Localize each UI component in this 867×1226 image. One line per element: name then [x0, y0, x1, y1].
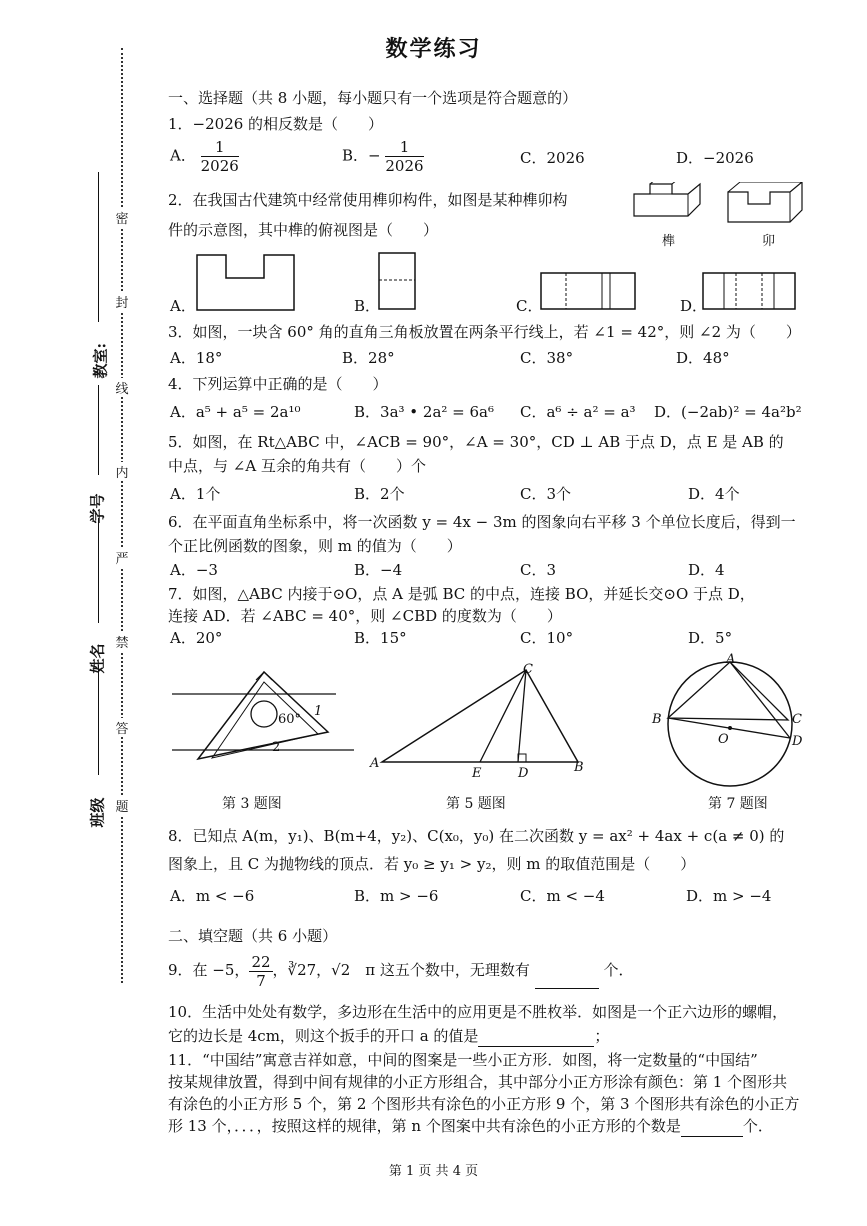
binding-dotted-line	[121, 48, 123, 983]
q6-option-d[interactable]: D．4	[688, 561, 725, 579]
fig5-point-e: E	[472, 766, 482, 781]
question-11-line1: 11．“中国结”寓意吉祥如意，中间的图案是一些小正方形．如图，将一定数量的“中国结”	[168, 1051, 758, 1069]
q4-option-b[interactable]: B．3a³ • 2a² = 6a⁶	[354, 403, 495, 421]
q8-option-b[interactable]: B．m > −6	[354, 887, 439, 905]
q11-text: 形 13 个，．．．，按照这样的规律，第 n 个图案中共有涂色的小正方形的个数是	[168, 1117, 681, 1135]
angle-60-label: 60°	[278, 712, 302, 727]
q6-option-a[interactable]: A．−3	[170, 561, 218, 579]
seal-char: 密	[113, 208, 131, 227]
figure-3	[168, 664, 368, 774]
angle-2-label: 2	[272, 740, 281, 755]
q1-option-b[interactable]	[342, 138, 424, 175]
q8-option-d[interactable]: D．m > −4	[686, 887, 772, 905]
q4-option-c[interactable]: C．a⁶ ÷ a² = a³	[520, 403, 636, 421]
q9-suffix: ，∛27，√2 π 这五个数中，无理数有	[272, 961, 530, 979]
angle-1-label: 1	[314, 704, 323, 719]
figure-5-caption: 第 5 题图	[446, 796, 506, 812]
seal-char: 内	[113, 462, 131, 481]
section-heading: 一、选择题（共 8 小题，每小题只有一个选项是符合题意的）	[168, 89, 578, 107]
q11-answer-blank[interactable]	[681, 1116, 743, 1137]
q11-end: 个．	[742, 1117, 773, 1135]
question-4-stem: 4．下列运算中正确的是（ ）	[168, 375, 388, 393]
q7-option-c[interactable]: C．10°	[520, 629, 574, 647]
fraction	[249, 953, 272, 990]
fraction	[201, 138, 239, 175]
question-11-line4	[168, 1116, 773, 1137]
fraction-numerator: 1	[201, 138, 239, 157]
fig5-point-c: C	[523, 662, 533, 677]
question-11-line2: 按某规律放置，得到中间有规律的小正方形组合，其中部分小正方形涂有颜色：第 1 个图形共	[168, 1073, 788, 1091]
figure-5	[370, 660, 600, 772]
student-no-field-line[interactable]	[98, 385, 99, 475]
classroom-field-line[interactable]	[98, 172, 99, 322]
q2-option-c-figure	[540, 272, 638, 312]
question-7-line1: 7．如图，△ABC 内接于⊙O，点 A 是弧 BC 的中点，连接 BO，并延长交⊙O 于点 D，	[168, 585, 755, 603]
figure-7	[664, 652, 804, 792]
class-field-line[interactable]	[98, 665, 99, 775]
q6-option-b[interactable]: B．−4	[354, 561, 403, 579]
q8-option-c[interactable]: C．m < −4	[520, 887, 605, 905]
q7-option-d[interactable]: D．5°	[688, 629, 733, 647]
question-9	[168, 952, 633, 990]
q3-option-b[interactable]: B．28°	[342, 349, 395, 367]
question-2-line2: 件的示意图，其中榫的俯视图是（ ）	[168, 221, 439, 239]
question-10-line2	[168, 1026, 609, 1047]
question-8-line1: 8．已知点 A(m，y₁)、B(m+4，y₂)、C(x₀，y₀) 在二次函数 y = ax² + 4ax + c(a ≠ 0) 的	[168, 827, 785, 845]
fig7-point-c: C	[792, 712, 802, 727]
question-8-line2: 图象上，且 C 为抛物线的顶点．若 y₀ ≥ y₁ > y₂，则 m 的取值范围是（ ）	[168, 855, 696, 873]
fraction-denominator: 7	[256, 971, 266, 990]
fig5-point-a: A	[370, 756, 380, 771]
question-6-line2: 个正比例函数的图象，则 m 的值为（ ）	[168, 537, 462, 555]
mortise-label: 卯	[762, 234, 776, 249]
figure-7-caption: 第 7 题图	[708, 796, 768, 812]
q2-option-c-label[interactable]: C．	[516, 297, 543, 315]
q3-option-c[interactable]: C．38°	[520, 349, 574, 367]
q4-option-d[interactable]: D．(−2ab)² = 4a²b²	[654, 403, 802, 421]
q10-end: ；	[594, 1027, 610, 1045]
fig7-point-b: B	[652, 712, 662, 727]
q8-option-a[interactable]: A．m < −6	[170, 887, 255, 905]
q5-option-d[interactable]: D．4个	[688, 485, 740, 503]
q5-option-b[interactable]: B．2个	[354, 485, 405, 503]
question-11-line3: 有涂色的小正方形 5 个，第 2 个图形共有涂色的小正方形 9 个，第 3 个图形共有涂色的小正方	[168, 1095, 800, 1113]
page-footer: 第 1 页 共 4 页	[388, 1164, 479, 1179]
q3-option-a[interactable]: A．18°	[170, 349, 223, 367]
figure-3-caption: 第 3 题图	[222, 796, 282, 812]
question-10-line1: 10．生活中处处有数学，多边形在生活中的应用更是不胜枚举．如图是一个正六边形的螺帽，	[168, 1003, 788, 1021]
name-label: 姓名	[88, 643, 107, 674]
name-field-line[interactable]	[98, 518, 99, 623]
fig7-point-d: D	[792, 734, 803, 749]
q7-option-a[interactable]: A．20°	[170, 629, 223, 647]
question-3-stem: 3．如图，一块含 60° 角的直角三角板放置在两条平行线上，若 ∠1 = 42°，则 ∠2 为（ ）	[168, 323, 801, 341]
q2-option-a-label[interactable]: A．	[170, 297, 196, 315]
q9-prefix: 9．在 −5，	[168, 961, 250, 979]
question-5-line1: 5．如图，在 Rt△ABC 中，∠ACB = 90°，∠A = 30°，CD ⊥ AB 于点 D，点 E 是 AB 的	[168, 433, 784, 451]
q5-option-a[interactable]: A．1个	[170, 485, 221, 503]
q5-option-c[interactable]: C．3个	[520, 485, 572, 503]
question-5-line2: 中点，与 ∠A 互余的角共有（ ）个	[168, 457, 426, 475]
seal-char: 题	[113, 796, 131, 815]
q1-option-c[interactable]: C．2026	[520, 149, 585, 167]
question-7-line2: 连接 AD．若 ∠ABC = 40°，则 ∠CBD 的度数为（ ）	[168, 607, 562, 625]
question-1-stem: 1．−2026 的相反数是（ ）	[168, 115, 384, 133]
seal-char: 封	[113, 292, 131, 311]
fraction-numerator: 22	[251, 952, 271, 971]
seal-char: 禁	[113, 632, 131, 651]
student-no-label: 学号	[88, 493, 107, 524]
q2-option-a-figure	[196, 254, 296, 312]
section-heading: 二、填空题（共 6 小题）	[168, 927, 338, 945]
q10-text: 它的边长是 4cm，则这个扳手的开口 a 的值是	[168, 1027, 479, 1045]
q2-option-b-label[interactable]: B．	[354, 297, 381, 315]
q7-option-b[interactable]: B．15°	[354, 629, 407, 647]
fig7-point-a: A	[726, 652, 736, 667]
q1-option-d[interactable]: D．−2026	[676, 149, 754, 167]
seal-char: 答	[113, 718, 131, 737]
fig5-point-d: D	[518, 766, 529, 781]
tenon-mortise-figure	[630, 182, 810, 232]
q6-option-c[interactable]: C．3	[520, 561, 557, 579]
option-label: B．−	[342, 146, 381, 165]
seal-char: 严	[113, 548, 131, 567]
question-2-line1: 2．在我国古代建筑中经常使用榫卯构件，如图是某种榫卯构	[168, 191, 568, 209]
q2-option-d-label[interactable]: D．	[680, 297, 708, 315]
tenon-label: 榫	[662, 234, 676, 249]
fig7-point-o: O	[718, 732, 729, 747]
q3-option-d[interactable]: D．48°	[676, 349, 730, 367]
q9-end: 个．	[603, 961, 634, 979]
fraction-denominator: 2026	[200, 157, 239, 175]
classroom-label: 教室:	[91, 342, 110, 379]
q10-answer-blank[interactable]	[478, 1026, 594, 1047]
option-label: A．	[170, 146, 196, 165]
fraction-denominator: 2026	[385, 157, 424, 175]
fraction-numerator: 1	[385, 138, 423, 157]
q2-option-d-figure	[702, 272, 798, 312]
q4-option-a[interactable]: A．a⁵ + a⁵ = 2a¹⁰	[170, 403, 301, 421]
q2-option-b-figure	[378, 252, 418, 312]
q9-answer-blank[interactable]	[535, 952, 599, 989]
q1-option-a[interactable]	[170, 138, 239, 175]
fraction	[385, 138, 423, 175]
class-label: 班级	[88, 797, 107, 828]
seal-char: 线	[113, 378, 131, 397]
page-title: 数学练习	[385, 36, 482, 62]
fig5-point-b: B	[574, 760, 584, 775]
question-6-line1: 6．在平面直角坐标系中，将一次函数 y = 4x − 3m 的图象向右平移 3 个单位长度后，得到一	[168, 513, 796, 531]
